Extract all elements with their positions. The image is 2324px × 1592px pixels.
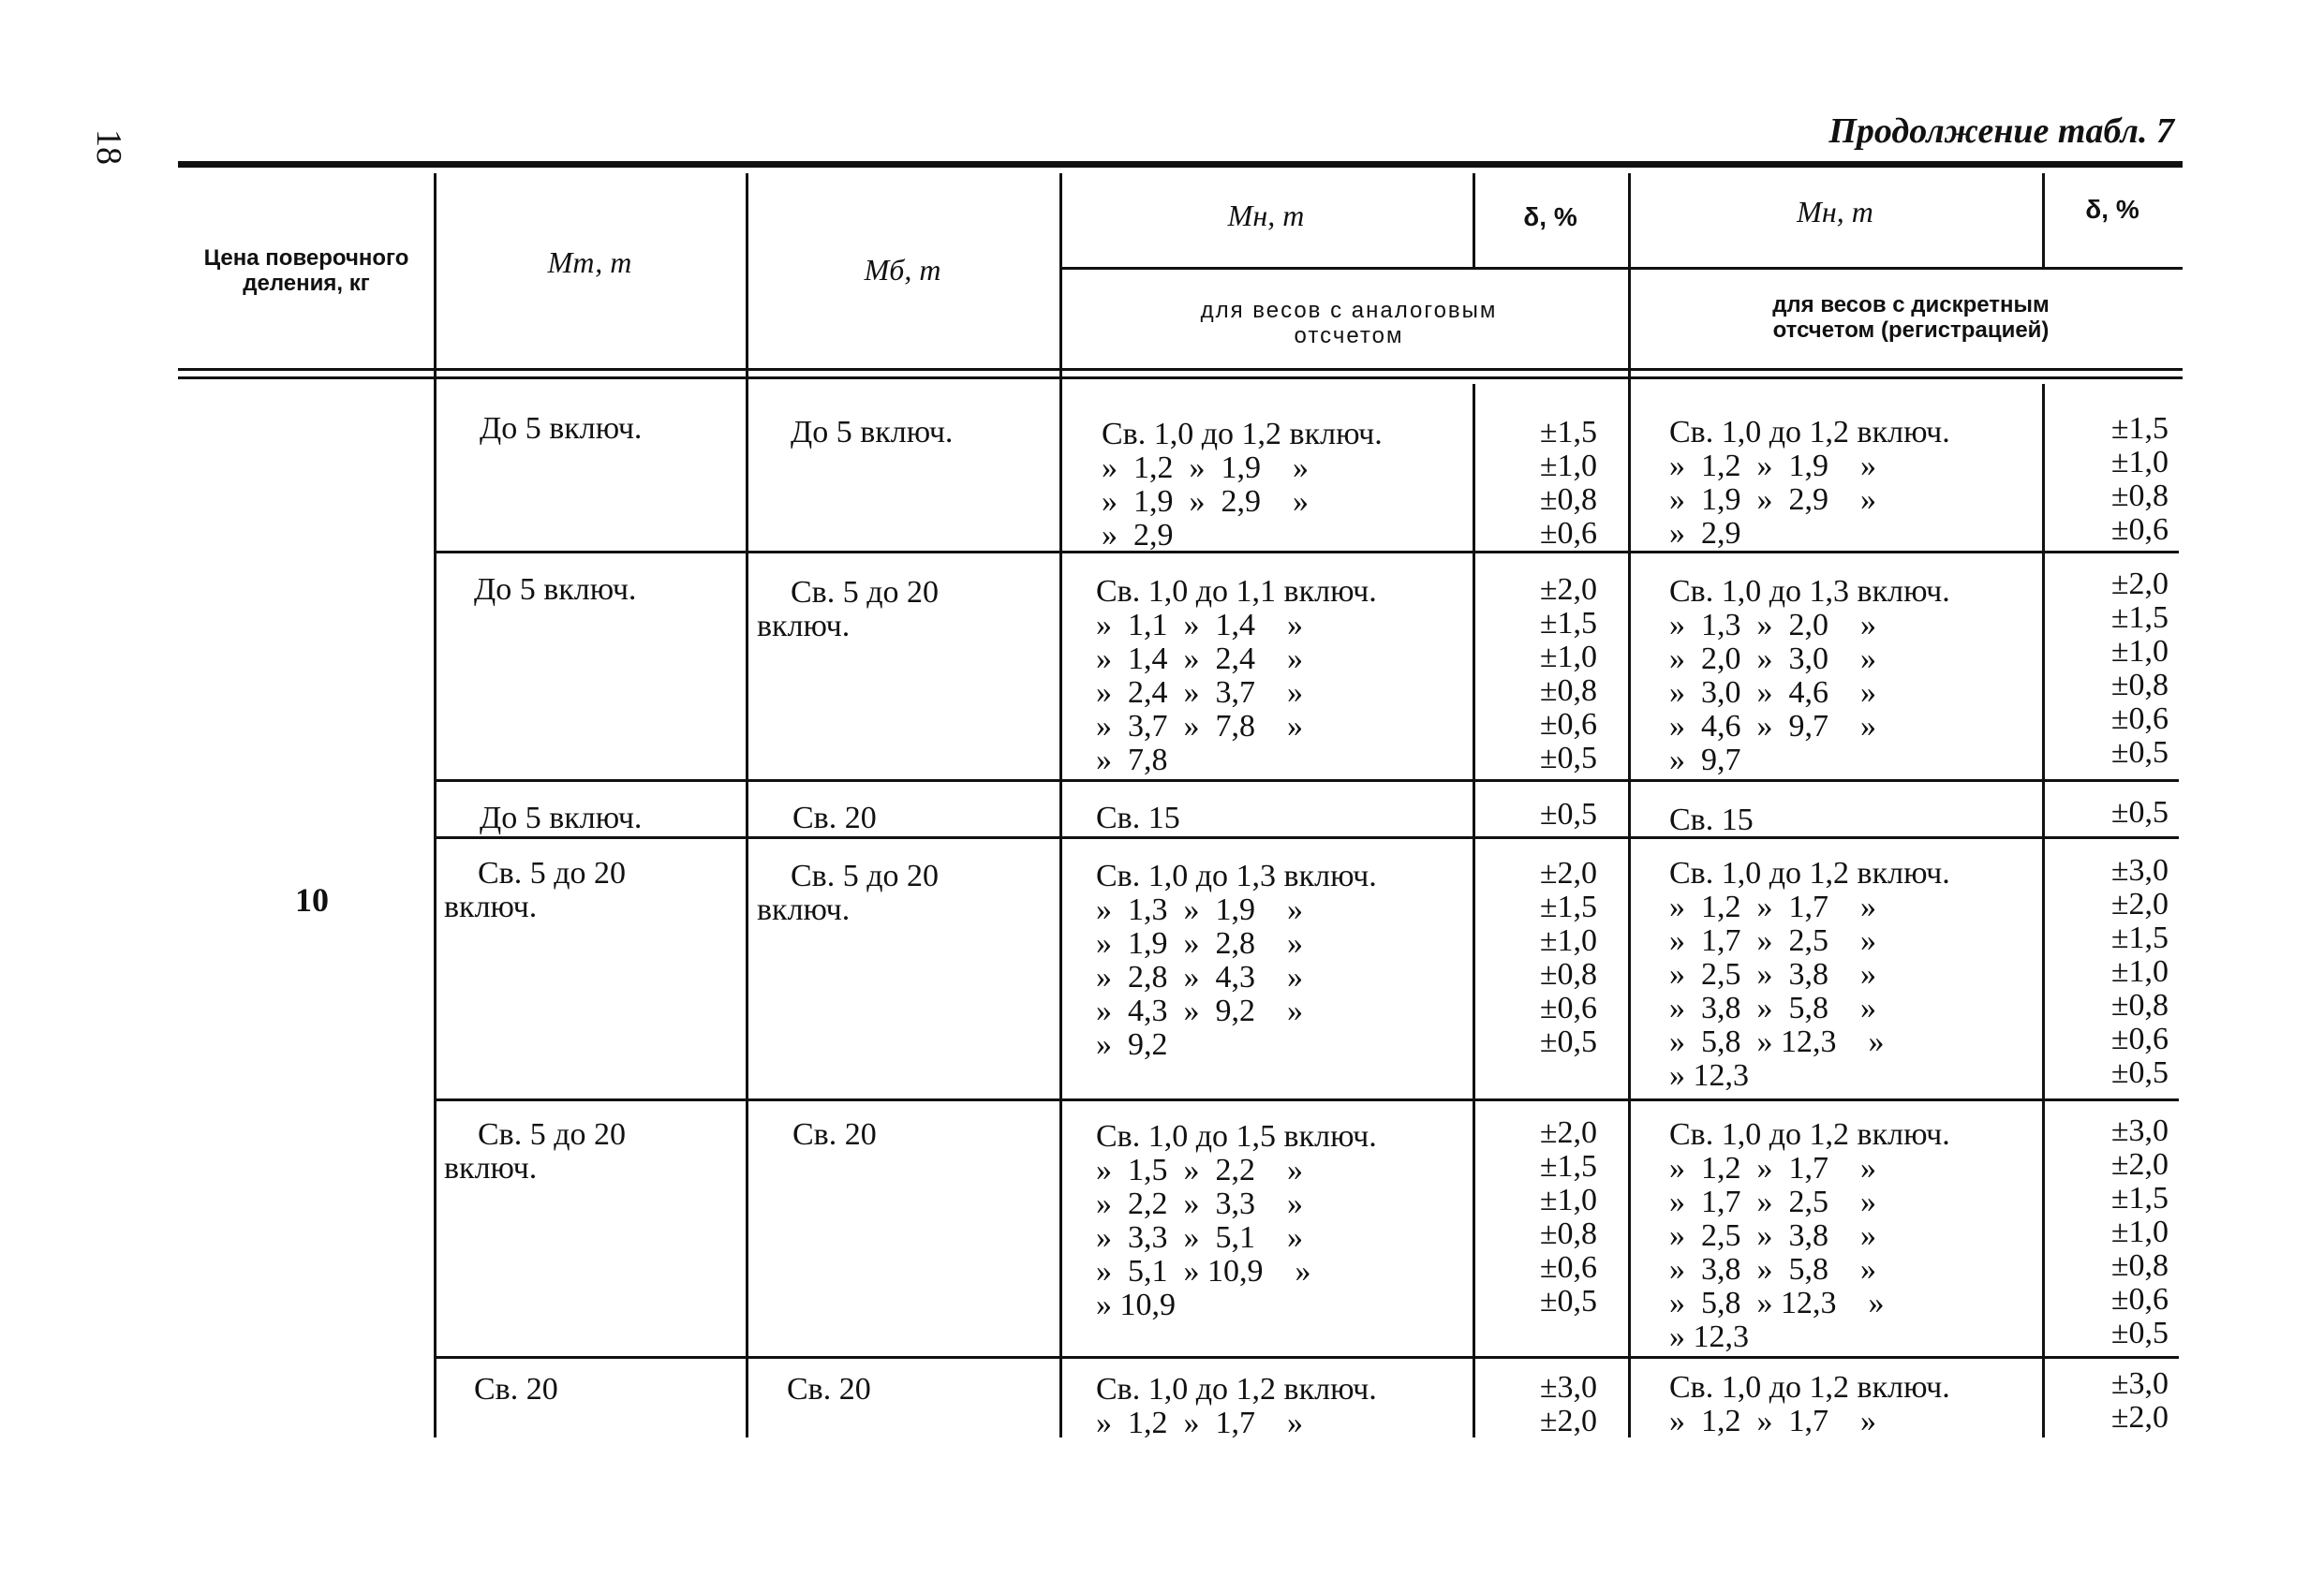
price-value: 10 — [295, 881, 329, 919]
row-separator — [437, 1356, 2179, 1359]
table-continuation-caption: Продолжение табл. 7 — [1828, 111, 2174, 151]
header-mt: Mт, т — [547, 245, 632, 279]
col-divider-2 — [746, 173, 748, 1437]
row4-analog-mn: Св. 1,0 до 1,3 включ. » 1,3 » 1,9 » » 1,9 » 2,8 » » 2,8 » 4,3 » » 4,3 » 9,2 » » 9,2 — [1096, 859, 1377, 1062]
analog-subheader-rule — [1059, 267, 1628, 270]
col-divider-3 — [1059, 173, 1062, 1437]
row2-discrete-delta: ±2,0 ±1,5 ±1,0 ±0,8 ±0,6 ±0,5 — [2110, 567, 2169, 770]
discrete-subheader-rule — [1628, 267, 2183, 270]
col-divider-1 — [434, 173, 437, 1437]
row-separator — [437, 836, 2179, 839]
header-bottom-rule-double — [178, 376, 2183, 379]
row1-discrete-delta: ±1,5 ±1,0 ±0,8 ±0,6 — [2110, 411, 2169, 547]
header-discrete-mn: Mн, т — [1797, 195, 1873, 228]
header-analog-delta: δ, % — [1523, 202, 1577, 231]
row3-analog-delta: ±0,5 — [1539, 797, 1597, 832]
row6-discrete-mn: Св. 1,0 до 1,2 включ. » 1,2 » 1,7 » — [1669, 1370, 1950, 1438]
row6-analog-delta: ±3,0 ±2,0 — [1539, 1370, 1597, 1438]
row6-mb: Св. 20 — [787, 1372, 871, 1407]
header-discrete-delta: δ, % — [2085, 195, 2139, 224]
row6-discrete-delta: ±3,0 ±2,0 — [2110, 1366, 2169, 1435]
header-price-label: Цена поверочного деления, кг — [203, 245, 409, 296]
row3-mt: До 5 включ. — [480, 801, 643, 835]
header-discrete-label: для весов с дискретным отсчетом (регистрацией) — [1772, 292, 2050, 343]
row4-mb: Св. 5 до 20 включ. — [757, 859, 940, 927]
row-separator — [437, 779, 2179, 782]
row4-mt: Св. 5 до 20 включ. — [444, 856, 627, 924]
row5-mb: Св. 20 — [792, 1117, 877, 1152]
row1-discrete-mn: Св. 1,0 до 1,2 включ. » 1,2 » 1,9 » » 1,9 » 2,9 » » 2,9 — [1669, 415, 1950, 551]
row5-mt: Св. 5 до 20 включ. — [444, 1117, 627, 1186]
row2-analog-mn: Св. 1,0 до 1,1 включ. » 1,1 » 1,4 » » 1,4 » 2,4 » » 2,4 » 3,7 » » 3,7 » 7,8 » » 7,8 — [1096, 574, 1377, 777]
row3-discrete-delta: ±0,5 — [2110, 795, 2169, 830]
row3-analog-mn: Св. 15 — [1096, 801, 1180, 835]
page-number: 18 — [89, 129, 128, 165]
row2-mt: До 5 включ. — [474, 572, 637, 607]
row2-analog-delta: ±2,0 ±1,5 ±1,0 ±0,8 ±0,6 ±0,5 — [1539, 572, 1597, 775]
row3-discrete-mn: Св. 15 — [1669, 803, 1754, 837]
col-divider-4-body — [1473, 384, 1475, 1437]
header-mb: Mб, т — [864, 253, 941, 287]
col-divider-5 — [1628, 173, 1631, 1437]
row4-discrete-delta: ±3,0 ±2,0 ±1,5 ±1,0 ±0,8 ±0,6 ±0,5 — [2110, 853, 2169, 1090]
row3-mb: Св. 20 — [792, 801, 877, 835]
table-top-rule — [178, 161, 2183, 168]
col-divider-6-body — [2042, 384, 2045, 1437]
row2-discrete-mn: Св. 1,0 до 1,3 включ. » 1,3 » 2,0 » » 2,0 » 3,0 » » 3,0 » 4,6 » » 4,6 » 9,7 » » 9,7 — [1669, 574, 1950, 777]
row-separator — [437, 1098, 2179, 1101]
row5-analog-mn: Св. 1,0 до 1,5 включ. » 1,5 » 2,2 » » 2,2 » 3,3 » » 3,3 » 5,1 » » 5,1 » 10,9 » » 10,9 — [1096, 1119, 1377, 1322]
row4-analog-delta: ±2,0 ±1,5 ±1,0 ±0,8 ±0,6 ±0,5 — [1539, 856, 1597, 1059]
header-analog-mn: Mн, т — [1227, 199, 1305, 232]
row6-mt: Св. 20 — [474, 1372, 558, 1407]
row1-analog-delta: ±1,5 ±1,0 ±0,8 ±0,6 — [1539, 415, 1597, 551]
row6-analog-mn: Св. 1,0 до 1,2 включ. » 1,2 » 1,7 » — [1096, 1372, 1377, 1440]
row2-mb: Св. 5 до 20 включ. — [757, 575, 940, 643]
header-analog-label: для весов с аналоговым отсчетом — [1200, 298, 1498, 348]
row4-discrete-mn: Св. 1,0 до 1,2 включ. » 1,2 » 1,7 » » 1,7 » 2,5 » » 2,5 » 3,8 » » 3,8 » 5,8 » » 5,8 » 12,3 » » 12,3 — [1669, 856, 1950, 1093]
row1-mt: До 5 включ. — [480, 411, 643, 446]
row5-discrete-mn: Св. 1,0 до 1,2 включ. » 1,2 » 1,7 » » 1,7 » 2,5 » » 2,5 » 3,8 » » 3,8 » 5,8 » » 5,8 » 12,3 » » 12,3 — [1669, 1117, 1950, 1354]
row5-discrete-delta: ±3,0 ±2,0 ±1,5 ±1,0 ±0,8 ±0,6 ±0,5 — [2110, 1113, 2169, 1350]
row1-mb: До 5 включ. — [791, 415, 954, 450]
row5-analog-delta: ±2,0 ±1,5 ±1,0 ±0,8 ±0,6 ±0,5 — [1539, 1115, 1597, 1319]
header-bottom-rule — [178, 368, 2183, 371]
row1-analog-mn: Св. 1,0 до 1,2 включ. » 1,2 » 1,9 » » 1,9 » 2,9 » » 2,9 — [1102, 417, 1383, 553]
